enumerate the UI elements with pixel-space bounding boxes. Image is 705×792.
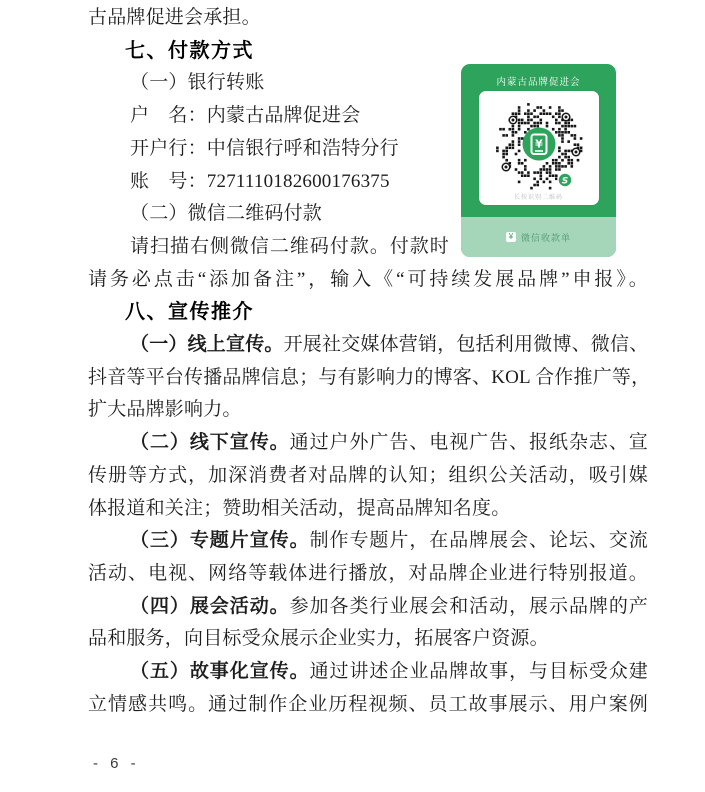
text-line: 立情感共鸣。通过制作企业历程视频、员工故事展示、用户案例 <box>88 693 648 715</box>
qr-card-title: 内蒙古品牌促进会 <box>496 77 581 89</box>
text-line: 品和服务，向目标受众展示企业实力，拓展客户资源。 <box>88 628 549 650</box>
qr-code-panel <box>479 91 599 205</box>
item-lead: （一）线上宣传。 <box>130 334 284 356</box>
text-line: 请扫描右侧微信二维码付款。付款时 <box>130 235 449 257</box>
qr-footer-label: 微信收款单 <box>520 232 571 243</box>
yuan-symbol: ¥ <box>534 137 543 151</box>
item-lead: （三）专题片宣传。 <box>130 530 310 552</box>
mini-receipt-icon: ¥ <box>506 232 516 242</box>
item-lead: （五）故事化宣传。 <box>130 661 310 683</box>
wechat-payment-qr-card <box>461 64 616 257</box>
svg-text:S: S <box>561 176 568 187</box>
item-lead: （四）展会活动。 <box>130 595 290 617</box>
text-line: 开户行：中信银行呼和浩特分行 <box>130 137 399 159</box>
text-line: （二）微信二维码付款 <box>130 203 323 225</box>
qr-card-footer <box>461 217 616 257</box>
heading-line: 七、付款方式 <box>125 39 254 62</box>
page-number: - 6 - <box>93 755 140 772</box>
text-line: 户 名：内蒙古品牌促进会 <box>130 105 361 127</box>
text-line: （一）银行转账 <box>130 72 265 94</box>
text-line: （一）线上宣传。开展社交媒体营销，包括利用微博、微信、 <box>130 334 649 356</box>
text-line: 账 号：7271110182600176375 <box>130 170 390 192</box>
text-line: （三）专题片宣传。制作专题片，在品牌展会、论坛、交流 <box>130 530 648 552</box>
text-line: 体报道和关注；赞助相关活动，提高品牌知名度。 <box>88 497 511 519</box>
text-line: 请务必点击“添加备注”，输入《“可持续发展品牌”申报》。 <box>88 268 648 290</box>
page-content <box>88 2 651 721</box>
text-line: （四）展会活动。参加各类行业展会和活动，展示品牌的产 <box>130 595 648 617</box>
qr-code-icon <box>479 94 599 190</box>
text-line: 活动、电视、网络等载体进行播放，对品牌企业进行特别报道。 <box>88 562 648 584</box>
item-lead: （二）线下宣传。 <box>130 432 290 454</box>
text-line: 传册等方式，加深消费者对品牌的认知；组织公关活动，吸引媒 <box>88 464 648 486</box>
qr-hint-text: 长按识别二维码 <box>513 195 563 202</box>
text-line: （五）故事化宣传。通过讲述企业品牌故事，与目标受众建 <box>130 661 648 683</box>
text-line: 古品牌促进会承担。 <box>88 7 261 28</box>
text-line: 扩大品牌影响力。 <box>88 399 242 421</box>
text-line: 抖音等平台传播品牌信息；与有影响力的博客、KOL 合作推广等， <box>88 366 651 388</box>
heading-line: 八、宣传推介 <box>125 301 254 324</box>
text-line: （二）线下宣传。通过户外广告、电视广告、报纸杂志、宣 <box>130 432 648 454</box>
